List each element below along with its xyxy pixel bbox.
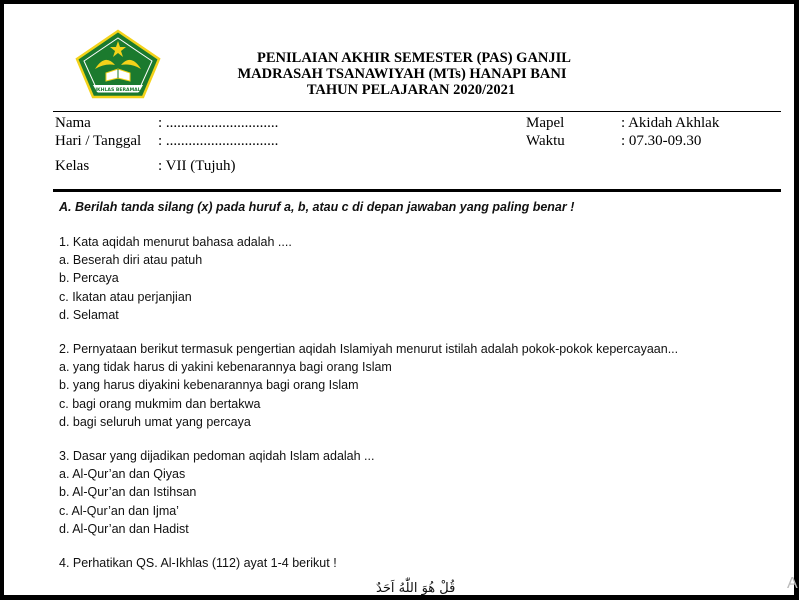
- section-a: [59, 200, 789, 572]
- option-c[interactable]: c. Al-Qur’an dan Ijma’: [59, 503, 179, 518]
- hari-tanggal-field[interactable]: : ..............................: [158, 133, 279, 149]
- nama-field[interactable]: : ..............................: [158, 115, 279, 131]
- question-text: 2. Pernyataan berikut termasuk pengertian aqidah Islamiyah menurut istilah adalah pokok-pokok kepercayaan...: [59, 342, 679, 357]
- option-b[interactable]: b. Al-Qur’an dan Istihsan: [59, 485, 197, 500]
- header-line-1: PENILAIAN AKHIR SEMESTER (PAS) GANJIL: [257, 50, 571, 66]
- mapel-label: Mapel: [526, 115, 565, 131]
- option-a[interactable]: a. Beserah diri atau patuh: [59, 253, 203, 268]
- option-c[interactable]: c. Ikatan atau perjanjian: [59, 289, 192, 304]
- section-a-instruction: A. Berilah tanda silang (x) pada huruf a, b, atau c di depan jawaban yang paling benar !: [59, 200, 575, 214]
- arabic-verse: قُلْ هُوَ اللّٰهُ اَحَدٌ: [376, 581, 456, 596]
- question-text: 4. Perhatikan QS. Al-Ikhlas (112) ayat 1-4 berikut !: [59, 556, 337, 571]
- option-a[interactable]: a. yang tidak harus di yakini kebenarannya bagi orang Islam: [59, 360, 392, 375]
- info-divider: [53, 189, 781, 192]
- header-line-3: TAHUN PELAJARAN 2020/2021: [306, 82, 516, 98]
- waktu-label: Waktu: [526, 133, 565, 149]
- option-d[interactable]: d. bagi seluruh umat yang percaya: [59, 414, 251, 429]
- waktu-value: : 07.30-09.30: [621, 133, 702, 149]
- option-c[interactable]: c. bagi orang mukmim dan bertakwa: [59, 396, 261, 411]
- hari-tanggal-label: Hari / Tanggal: [55, 133, 142, 149]
- nama-label: Nama: [55, 115, 91, 131]
- option-a[interactable]: a. Al-Qur’an dan Qiyas: [59, 467, 186, 482]
- option-d[interactable]: d. Al-Qur’an dan Hadist: [59, 521, 189, 536]
- question-1: [59, 233, 789, 324]
- mapel-value: : Akidah Akhlak: [621, 115, 720, 131]
- kelas-value: : VII (Tujuh): [158, 158, 236, 174]
- kemenag-logo: [75, 29, 161, 99]
- question-2: [59, 340, 789, 431]
- document-header: [184, 50, 644, 98]
- question-3: [59, 447, 789, 538]
- logo-banner-text: IKHLAS BERAMAL: [95, 87, 141, 93]
- question-4: [59, 554, 789, 572]
- header-divider: [53, 111, 781, 112]
- option-d[interactable]: d. Selamat: [59, 307, 119, 322]
- header-line-2: MADRASAH TSANAWIYAH (MTs) HANAPI BANI: [237, 66, 567, 82]
- kelas-label: Kelas: [55, 158, 90, 174]
- question-text: 1. Kata aqidah menurut bahasa adalah ....: [59, 235, 292, 249]
- option-b[interactable]: b. Percaya: [59, 271, 119, 286]
- question-text: 3. Dasar yang dijadikan pedoman aqidah Islam adalah ...: [59, 449, 375, 464]
- option-b[interactable]: b. yang harus diyakini kebenarannya bagi orang Islam: [59, 378, 359, 393]
- edge-letter: A: [787, 575, 798, 592]
